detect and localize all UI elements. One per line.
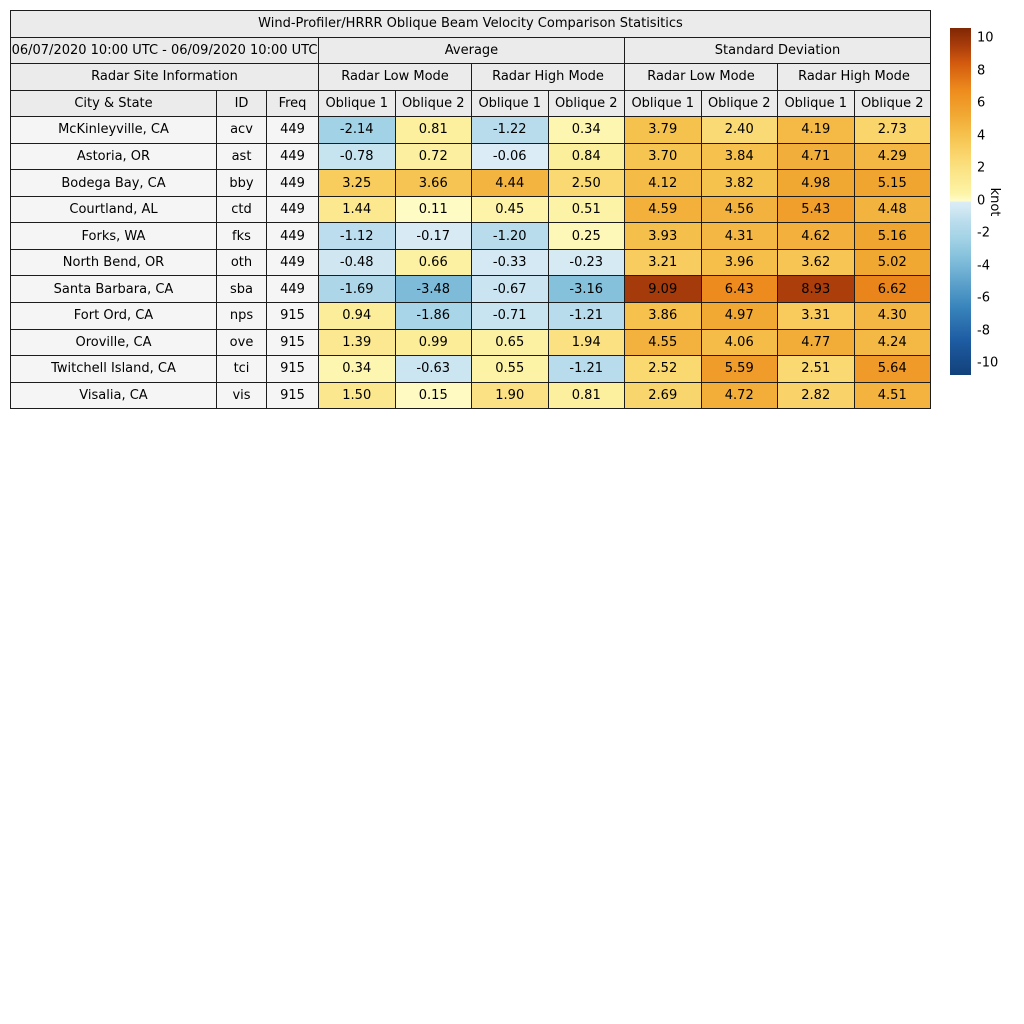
colorbar-gradient	[950, 28, 971, 375]
cell-id: fks	[217, 223, 267, 250]
cell-value: 3.82	[701, 170, 778, 197]
cell-value: 4.56	[701, 196, 778, 223]
column-row	[11, 90, 931, 117]
table-row	[11, 143, 931, 170]
colorbar-tick-label: -2	[977, 225, 990, 241]
table-row	[11, 170, 931, 197]
cell-value: 4.51	[854, 382, 931, 409]
cell-value: -3.16	[548, 276, 625, 303]
cell-value: -0.67	[472, 276, 549, 303]
cell-value: 0.81	[548, 382, 625, 409]
cell-value: -1.21	[548, 356, 625, 383]
cell-id: ove	[217, 329, 267, 356]
cell-value: 4.24	[854, 329, 931, 356]
cell-value: 2.40	[701, 117, 778, 144]
cell-freq: 449	[267, 276, 319, 303]
cell-value: 3.31	[778, 303, 855, 330]
cell-value: 4.59	[625, 196, 702, 223]
cell-value: -0.06	[472, 143, 549, 170]
cell-value: -1.22	[472, 117, 549, 144]
cell-value: 4.48	[854, 196, 931, 223]
cell-value: 0.55	[472, 356, 549, 383]
cell-value: -1.86	[395, 303, 472, 330]
cell-value: 3.93	[625, 223, 702, 250]
cell-value: 1.50	[319, 382, 396, 409]
cell-value: -2.14	[319, 117, 396, 144]
cell-value: 2.73	[854, 117, 931, 144]
cell-value: 2.69	[625, 382, 702, 409]
cell-value: 0.34	[319, 356, 396, 383]
header-average: Average	[319, 37, 625, 64]
cell-value: 4.98	[778, 170, 855, 197]
cell-id: bby	[217, 170, 267, 197]
cell-value: -0.71	[472, 303, 549, 330]
table-row	[11, 196, 931, 223]
cell-city: McKinleyville, CA	[11, 117, 217, 144]
header-std-low-oblique1: Oblique 1	[625, 90, 702, 117]
colorbar-tick-label: 6	[977, 95, 986, 111]
cell-freq: 915	[267, 382, 319, 409]
header-avg-low-mode: Radar Low Mode	[319, 64, 472, 91]
cell-value: 4.06	[701, 329, 778, 356]
header-std-low-mode: Radar Low Mode	[625, 64, 778, 91]
cell-value: 4.29	[854, 143, 931, 170]
cell-freq: 915	[267, 356, 319, 383]
colorbar-tick-label: 10	[977, 30, 994, 46]
cell-value: 5.64	[854, 356, 931, 383]
cell-value: 4.72	[701, 382, 778, 409]
header-std-high-oblique1: Oblique 1	[778, 90, 855, 117]
cell-freq: 449	[267, 117, 319, 144]
cell-city: Courtland, AL	[11, 196, 217, 223]
cell-value: 0.34	[548, 117, 625, 144]
cell-value: 1.39	[319, 329, 396, 356]
group-row	[11, 37, 931, 64]
header-std-high-oblique2: Oblique 2	[854, 90, 931, 117]
header-id: ID	[217, 90, 267, 117]
cell-freq: 449	[267, 223, 319, 250]
cell-freq: 915	[267, 303, 319, 330]
cell-city: Oroville, CA	[11, 329, 217, 356]
header-site-info: Radar Site Information	[11, 64, 319, 91]
table-body	[11, 117, 931, 409]
colorbar-tick-label: -4	[977, 258, 990, 273]
table-row	[11, 276, 931, 303]
header-std-low-oblique2: Oblique 2	[701, 90, 778, 117]
cell-value: 0.51	[548, 196, 625, 223]
cell-value: 0.15	[395, 382, 472, 409]
cell-value: 5.02	[854, 249, 931, 276]
header-std-high-mode: Radar High Mode	[778, 64, 931, 91]
cell-value: 0.66	[395, 249, 472, 276]
header-standard-deviation: Standard Deviation	[625, 37, 931, 64]
cell-value: 3.96	[701, 249, 778, 276]
cell-value: -1.21	[548, 303, 625, 330]
colorbar-tick-label: -10	[977, 355, 999, 371]
cell-value: -3.48	[395, 276, 472, 303]
table-row	[11, 303, 931, 330]
table-row	[11, 117, 931, 144]
cell-value: 4.31	[701, 223, 778, 250]
cell-city: Visalia, CA	[11, 382, 217, 409]
header-avg-high-oblique2: Oblique 2	[548, 90, 625, 117]
cell-value: -0.17	[395, 223, 472, 250]
cell-value: 4.97	[701, 303, 778, 330]
cell-value: 3.21	[625, 249, 702, 276]
cell-value: 3.25	[319, 170, 396, 197]
cell-value: 4.55	[625, 329, 702, 356]
cell-id: ctd	[217, 196, 267, 223]
cell-value: 3.66	[395, 170, 472, 197]
cell-value: -1.12	[319, 223, 396, 250]
cell-value: -1.69	[319, 276, 396, 303]
cell-id: vis	[217, 382, 267, 409]
colorbar-tick-label: 0	[977, 193, 986, 208]
cell-value: -0.48	[319, 249, 396, 276]
cell-value: -0.78	[319, 143, 396, 170]
cell-value: 1.94	[548, 329, 625, 356]
cell-value: 2.82	[778, 382, 855, 409]
cell-value: 0.72	[395, 143, 472, 170]
cell-city: Fort Ord, CA	[11, 303, 217, 330]
cell-value: -0.23	[548, 249, 625, 276]
cell-value: 6.43	[701, 276, 778, 303]
colorbar	[950, 28, 1024, 375]
cell-value: 6.62	[854, 276, 931, 303]
cell-id: ast	[217, 143, 267, 170]
cell-value: 4.30	[854, 303, 931, 330]
cell-value: 0.84	[548, 143, 625, 170]
cell-value: 4.44	[472, 170, 549, 197]
header-avg-low-oblique1: Oblique 1	[319, 90, 396, 117]
cell-value: 0.99	[395, 329, 472, 356]
table-header	[11, 11, 931, 117]
cell-value: 0.11	[395, 196, 472, 223]
colorbar-tick-label: 8	[977, 63, 986, 78]
cell-value: 4.71	[778, 143, 855, 170]
cell-value: 0.65	[472, 329, 549, 356]
cell-value: 3.84	[701, 143, 778, 170]
cell-value: 4.12	[625, 170, 702, 197]
cell-freq: 449	[267, 249, 319, 276]
cell-freq: 449	[267, 170, 319, 197]
cell-id: oth	[217, 249, 267, 276]
cell-id: acv	[217, 117, 267, 144]
cell-value: -0.63	[395, 356, 472, 383]
colorbar-tick-label: -8	[977, 323, 990, 338]
cell-value: 4.62	[778, 223, 855, 250]
cell-value: 3.79	[625, 117, 702, 144]
table-row	[11, 382, 931, 409]
table-row	[11, 329, 931, 356]
colorbar-tick-label: -6	[977, 290, 990, 306]
header-avg-low-oblique2: Oblique 2	[395, 90, 472, 117]
cell-value: 4.77	[778, 329, 855, 356]
cell-value: 5.59	[701, 356, 778, 383]
cell-id: sba	[217, 276, 267, 303]
cell-value: 2.52	[625, 356, 702, 383]
header-city-state: City & State	[11, 90, 217, 117]
cell-value: 5.43	[778, 196, 855, 223]
cell-value: 2.51	[778, 356, 855, 383]
title-row	[11, 11, 931, 38]
cell-value: 3.62	[778, 249, 855, 276]
cell-value: 0.45	[472, 196, 549, 223]
cell-id: tci	[217, 356, 267, 383]
header-avg-high-mode: Radar High Mode	[472, 64, 625, 91]
table-row	[11, 223, 931, 250]
cell-value: 8.93	[778, 276, 855, 303]
cell-value: 9.09	[625, 276, 702, 303]
cell-value: 0.25	[548, 223, 625, 250]
colorbar-tick-label: 4	[977, 128, 986, 143]
cell-id: nps	[217, 303, 267, 330]
cell-city: North Bend, OR	[11, 249, 217, 276]
cell-value: 5.15	[854, 170, 931, 197]
colorbar-unit-label: knot	[987, 187, 1002, 216]
cell-value: 3.70	[625, 143, 702, 170]
table-row	[11, 249, 931, 276]
cell-value: 1.90	[472, 382, 549, 409]
cell-city: Bodega Bay, CA	[11, 170, 217, 197]
cell-value: 1.44	[319, 196, 396, 223]
cell-city: Twitchell Island, CA	[11, 356, 217, 383]
header-freq: Freq	[267, 90, 319, 117]
cell-freq: 449	[267, 143, 319, 170]
cell-value: 2.50	[548, 170, 625, 197]
table-title: Wind-Profiler/HRRR Oblique Beam Velocity Comparison Statisitics	[11, 11, 931, 38]
cell-value: 4.19	[778, 117, 855, 144]
table-row	[11, 356, 931, 383]
cell-freq: 915	[267, 329, 319, 356]
stats-table	[10, 10, 931, 409]
cell-city: Astoria, OR	[11, 143, 217, 170]
cell-city: Forks, WA	[11, 223, 217, 250]
cell-value: 3.86	[625, 303, 702, 330]
header-date-range: 06/07/2020 10:00 UTC - 06/09/2020 10:00 UTC	[11, 37, 319, 64]
colorbar-tick-label: 2	[977, 160, 986, 176]
cell-value: 5.16	[854, 223, 931, 250]
cell-value: 0.94	[319, 303, 396, 330]
cell-value: -0.33	[472, 249, 549, 276]
mode-row	[11, 64, 931, 91]
cell-value: 0.81	[395, 117, 472, 144]
cell-value: -1.20	[472, 223, 549, 250]
cell-city: Santa Barbara, CA	[11, 276, 217, 303]
cell-freq: 449	[267, 196, 319, 223]
header-avg-high-oblique1: Oblique 1	[472, 90, 549, 117]
